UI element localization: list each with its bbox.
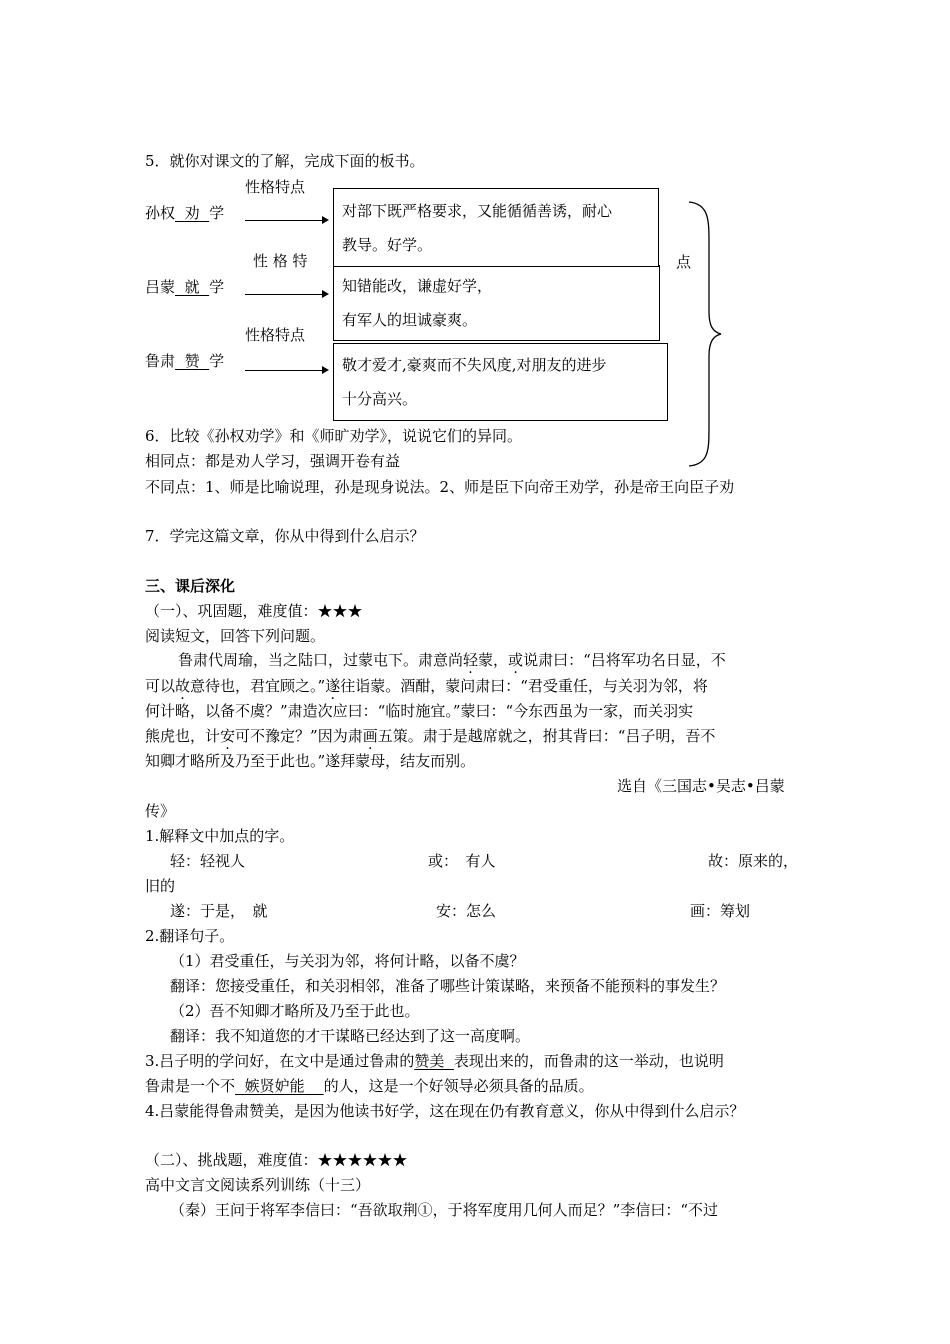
trait-box-2: 知错能改，谦虚好学， 有军人的坦诚豪爽。 [333,265,660,341]
q1-answer-5: 安：怎么 [436,902,497,920]
q4-title: 4.吕蒙能得鲁肃赞美，是因为他读书好学，这在现在仍有教育意义，你从中得到什么启示？ [145,1102,745,1120]
name-label-2: 吕蒙 就 学 [145,278,225,296]
passage-line-2: 可以故意待也，君宜顾之。”遂往诣蒙。酒酣，蒙问肃曰：“君受重任，与关羽为邻，将 [145,677,708,695]
section-heading: 三、课后深化 [145,577,236,595]
q7-title: 7．学完这篇文章，你从中得到什么启示？ [145,527,425,545]
arrow-3 [245,370,327,371]
q6-same: 相同点：都是劝人学习，强调开卷有益 [145,452,401,470]
passage-line-5: 知卿才略所及乃至于此也。”遂拜蒙母，结友而别。 [145,752,476,770]
q2-translation-1: 翻译：您接受重任，和关羽相邻，准备了哪些计策谋略，来预备不能预料的事发生？ [170,977,726,995]
source-b: 传》 [145,802,176,820]
trait-box-1: 对部下既严格要求，又能循循善诱，耐心 教导。好学。 [333,188,659,267]
q1-answer-1: 轻：轻视人 [170,852,246,870]
source-a: 选自《三国志•吴志•吕蒙 [617,777,785,795]
q3-line-1: 3.吕子明的学问好，在文中是通过鲁肃的赞美 表现出来的，而鲁肃的这一举动，也说明 [145,1052,724,1070]
trait-box-3: 敬才爱才,豪爽而不失风度,对朋友的进步 十分高兴。 [333,343,668,421]
name-label-3: 鲁肃 赞 学 [145,352,225,370]
trait-label-2: 性 格 特 [253,252,308,270]
q2-sentence-2: （2）吾不知卿才略所及乃至于此也。 [170,1002,420,1020]
arrow-2 [245,294,327,295]
side-label: 点 [676,253,692,271]
q6-diff: 不同点：1、师是比喻说理，孙是现身说法。2、师是臣下向帝王劝学，孙是帝王向臣子劝 [145,478,735,496]
sub1-heading: （一）、巩固题，难度值：★★★ [145,602,363,620]
q1-answer-6: 画：筹划 [690,902,751,920]
trait-label-1: 性格特点 [245,178,306,196]
series-title: 高中文言文阅读系列训练（十三） [145,1176,371,1194]
passage-line-1: 鲁肃代周瑜，当之陆口，过蒙屯下。肃意尚轻蒙，或说肃曰：“吕将军功名日显，不 [178,651,726,669]
q6-title: 6．比较《孙权劝学》和《师旷劝学》，说说它们的异同。 [145,427,523,445]
instruction: 阅读短文，回答下列问题。 [145,627,326,645]
q3-blank-2: 嫉贤妒能 [244,1077,305,1095]
q5-title: 5．就你对课文的了解，完成下面的板书。 [145,152,425,170]
brace-icon [685,200,725,468]
sub2-heading: （二）、挑战题，难度值：★★★★★★ [145,1151,408,1169]
q2-translation-2: 翻译：我不知道您的才干谋略已经达到了这一高度啊。 [170,1027,531,1045]
last-passage-line: （秦）王问于将军李信曰：“吾欲取荆①，于将军度用几何人而足？”李信曰：“不过 [170,1201,719,1219]
q2-title: 2.翻译句子。 [145,927,235,945]
difficulty-stars: ★★★ [317,602,363,620]
q1-title: 1.解释文中加点的字。 [145,827,295,845]
q1-answer-3b: 旧的 [145,877,176,895]
q1-answer-4: 遂：于是， 就 [170,902,268,920]
difficulty-stars-2: ★★★★★★ [317,1151,408,1169]
q3-blank-1: 赞美 [414,1052,445,1070]
arrow-1 [245,220,327,221]
q2-sentence-1: （1）君受重任，与关羽为邻，将何计略，以备不虞？ [170,952,525,970]
trait-label-3: 性格特点 [245,326,306,344]
passage-line-3: 何计略，以备不虞？”肃造次应曰：“临时施宜。”蒙曰：“今东西虽为一家，而关羽实 [145,702,694,720]
q1-answer-3: 故：原来的， [708,852,799,870]
q3-line-2: 鲁肃是一个不 嫉贤妒能 的人，这是一个好领导必须具备的品质。 [145,1077,594,1095]
passage-line-4: 熊虎也，计安可不豫定？”因为肃画五策。肃于是越席就之，拊其背曰：“吕子明，吾不 [145,727,716,745]
name-label-1: 孙权 劝 学 [145,204,225,222]
q1-answer-2: 或： 有人 [428,852,496,870]
